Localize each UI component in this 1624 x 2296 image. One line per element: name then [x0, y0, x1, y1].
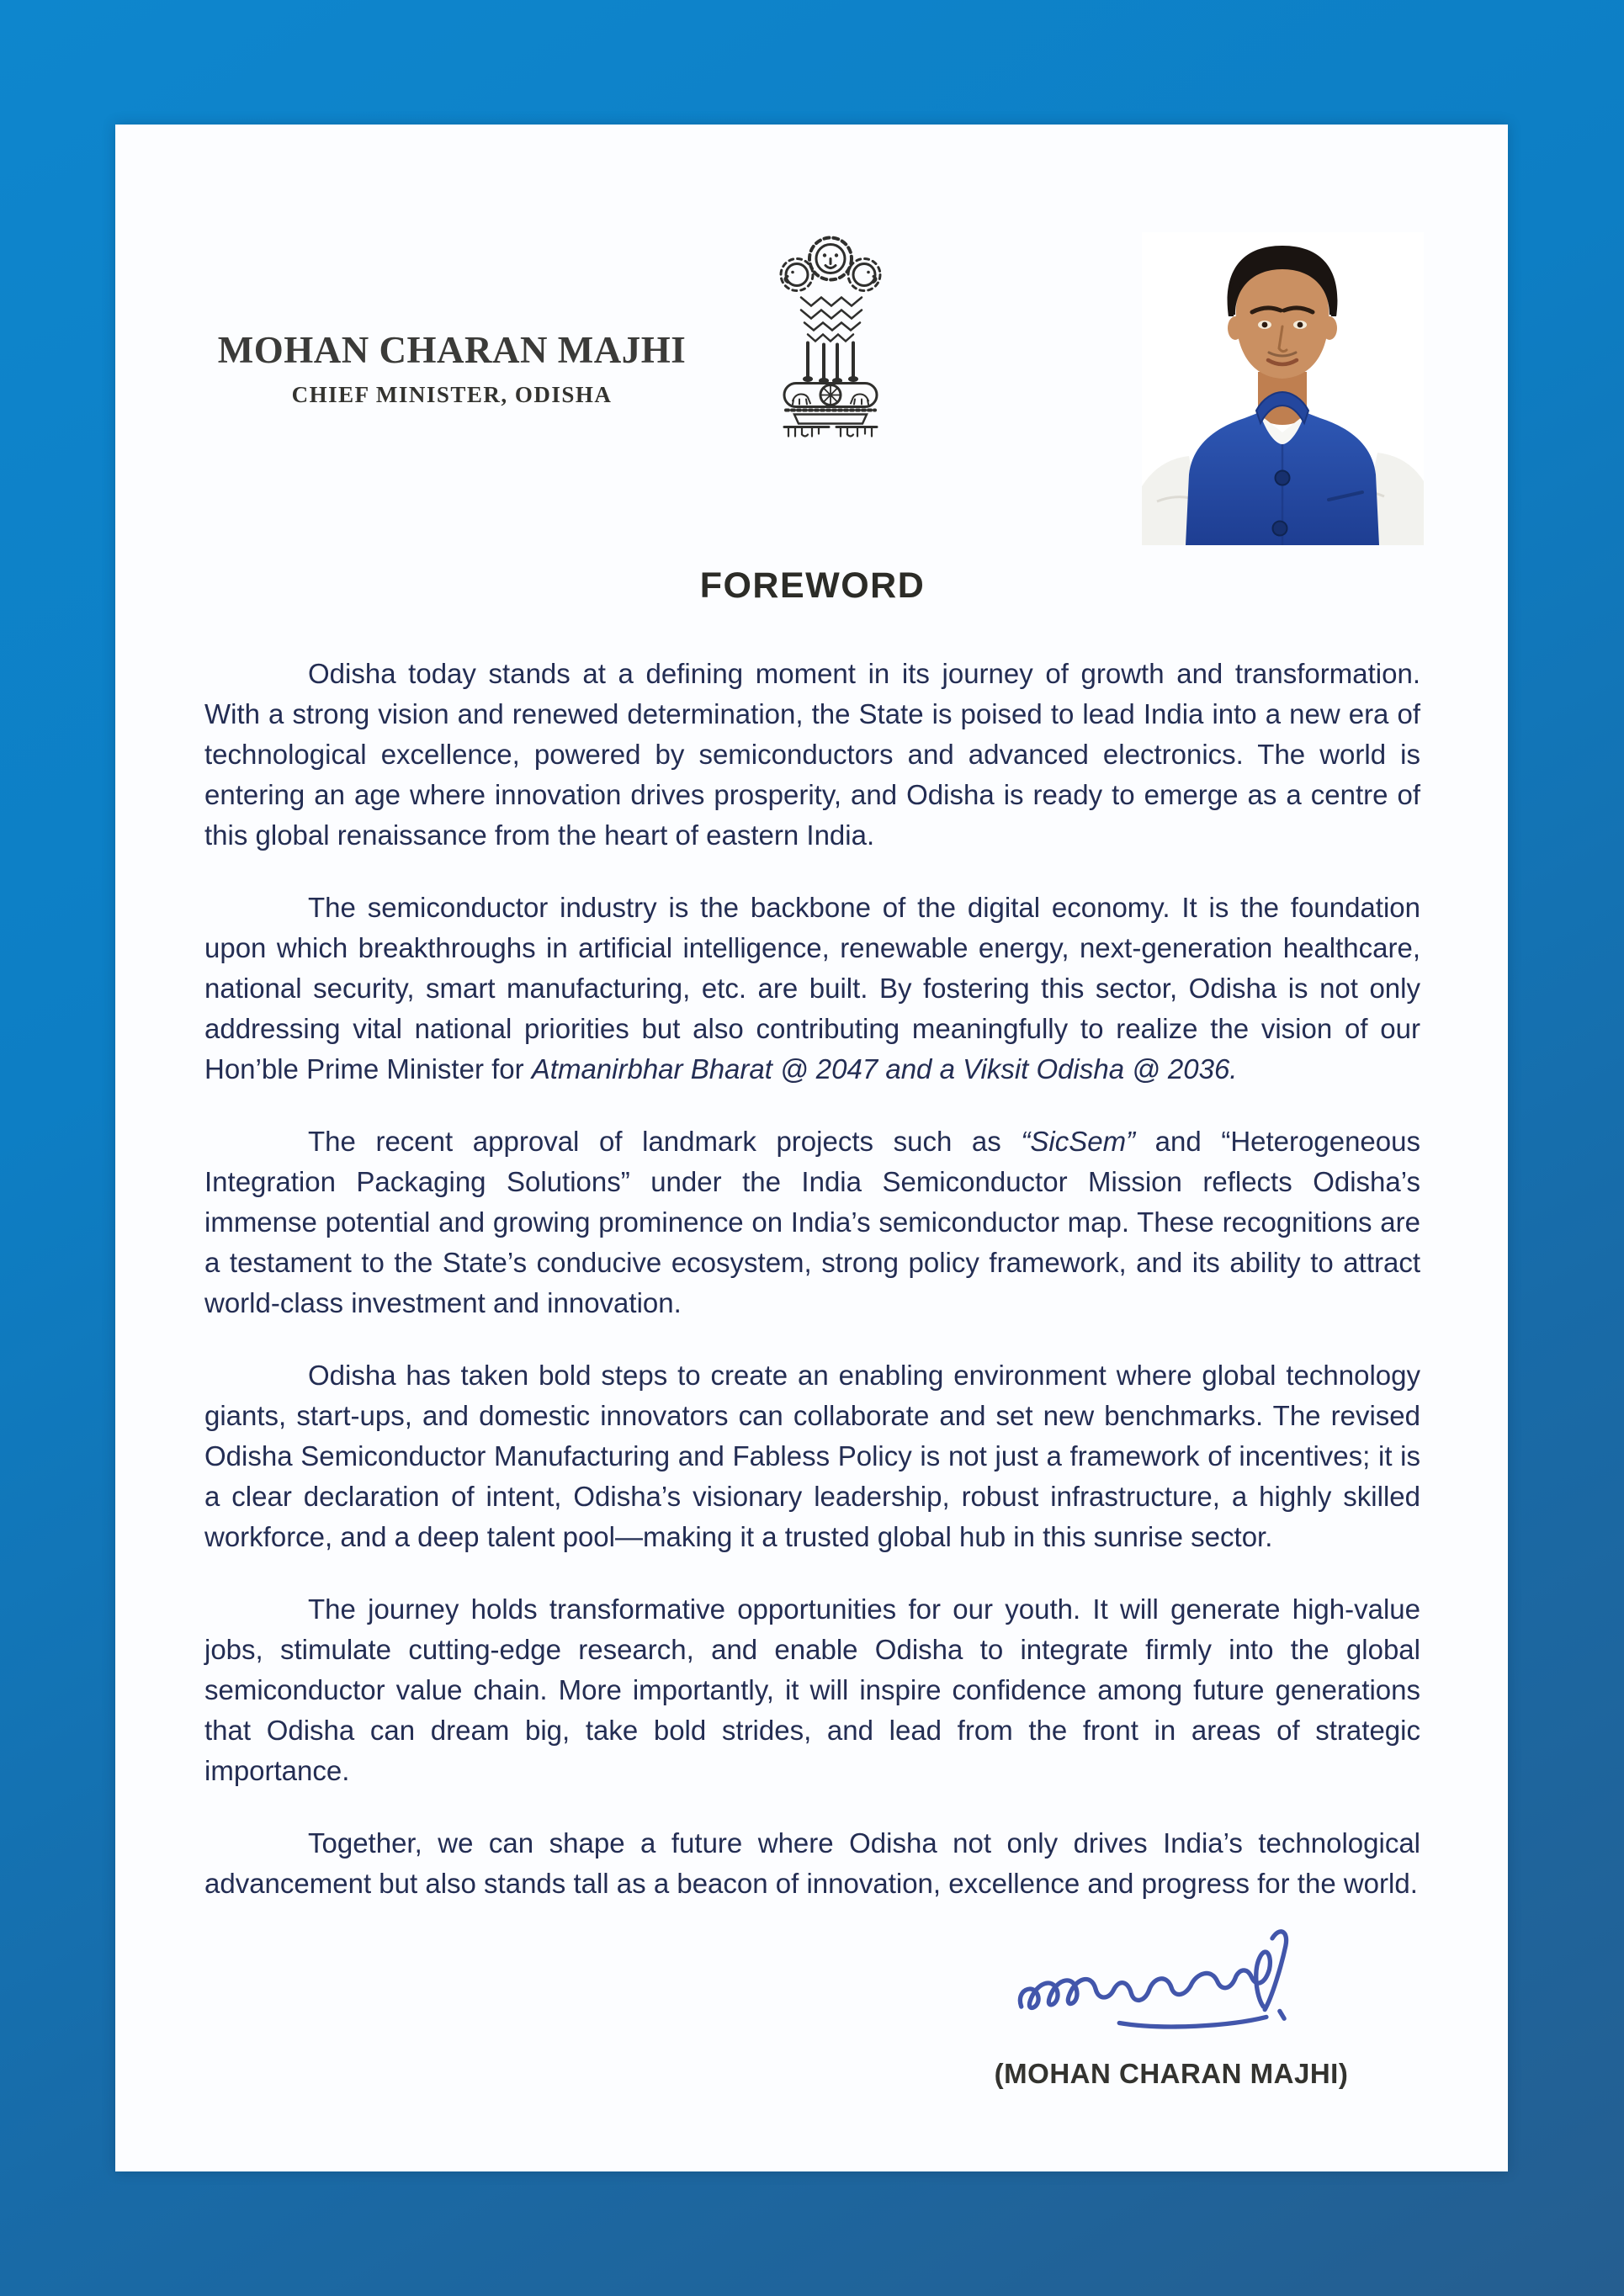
letterhead — [174, 328, 730, 408]
signature-ink — [1003, 1925, 1340, 2051]
paragraph: Together, we can shape a future where Odisha not only drives India’s technological advancement but also stands tall as a beacon of innovation, excellence and progress for the world. — [204, 1827, 1420, 1899]
paragraph: Odisha today stands at a defining moment in its journey of growth and transformation. With a strong vision and renewed determination, the State is poised to lead India into a new era of technological excellence, powered by semiconductors and advanced electronics. The world is entering an age where innovation drives prosperity, and Odisha is ready to emerge as a centre of this global renaissance from the heart of eastern India. — [204, 658, 1420, 851]
paragraph: The semiconductor industry is the backbone of the digital economy. It is the foundation upon which breakthroughs in artificial intelligence, renewable energy, next-generation healthcare, national security, smart manufacturing, etc. are built. By fostering this sector, Odisha is not only addressing vital national priorities but also contributing meaningfully to realize the vision of our Hon’ble Prime Minister for Atmanirbhar Bharat @ 2047 and a Viksit Odisha @ 2036. — [204, 892, 1420, 1084]
signature-block — [944, 1925, 1398, 2090]
signed-name: (MOHAN CHARAN MAJHI) — [994, 2058, 1349, 2089]
chief-minister-photo — [1142, 232, 1424, 545]
paragraph: The recent approval of landmark projects such as “SicSem” and “Heterogeneous Integration Packaging Solutions” under the India Semiconductor Mission reflects Odisha’s immense potential and growing prominence on India’s semiconductor map. These recognitions are a testament to the State’s conducive ecosystem, strong policy framework, and its ability to attract world-class investment and innovation. — [204, 1126, 1420, 1318]
paragraph: The journey holds transformative opportunities for our youth. It will generate high-value jobs, stimulate cutting-edge research, and enable Odisha to integrate firmly into the global semiconductor value chain. More importantly, it will inspire confidence among future generations that Odisha can dream big, take bold strides, and lead from the front in areas of strategic importance. — [204, 1593, 1420, 1786]
letter-body — [204, 565, 1420, 1936]
letter-page — [115, 125, 1508, 2171]
paragraphs — [204, 654, 1420, 1904]
paragraph: Odisha has taken bold steps to create an enabling environment where global technology giants, start-ups, and domestic innovators can collaborate and set new benchmarks. The revised Odisha Semiconductor Manufacturing and Fabless Policy is not just a framework of incentives; it is a clear declaration of intent, Odisha’s visionary leadership, robust infrastructure, a highly skilled workforce, and a deep talent pool—making it a trusted global hub in this sunrise sector. — [204, 1360, 1420, 1552]
official-name: MOHAN CHARAN MAJHI — [217, 329, 687, 371]
state-emblem-of-india-icon — [759, 222, 902, 439]
official-title: CHIEF MINISTER, ODISHA — [291, 382, 613, 407]
page-title: FOREWORD — [699, 565, 926, 606]
